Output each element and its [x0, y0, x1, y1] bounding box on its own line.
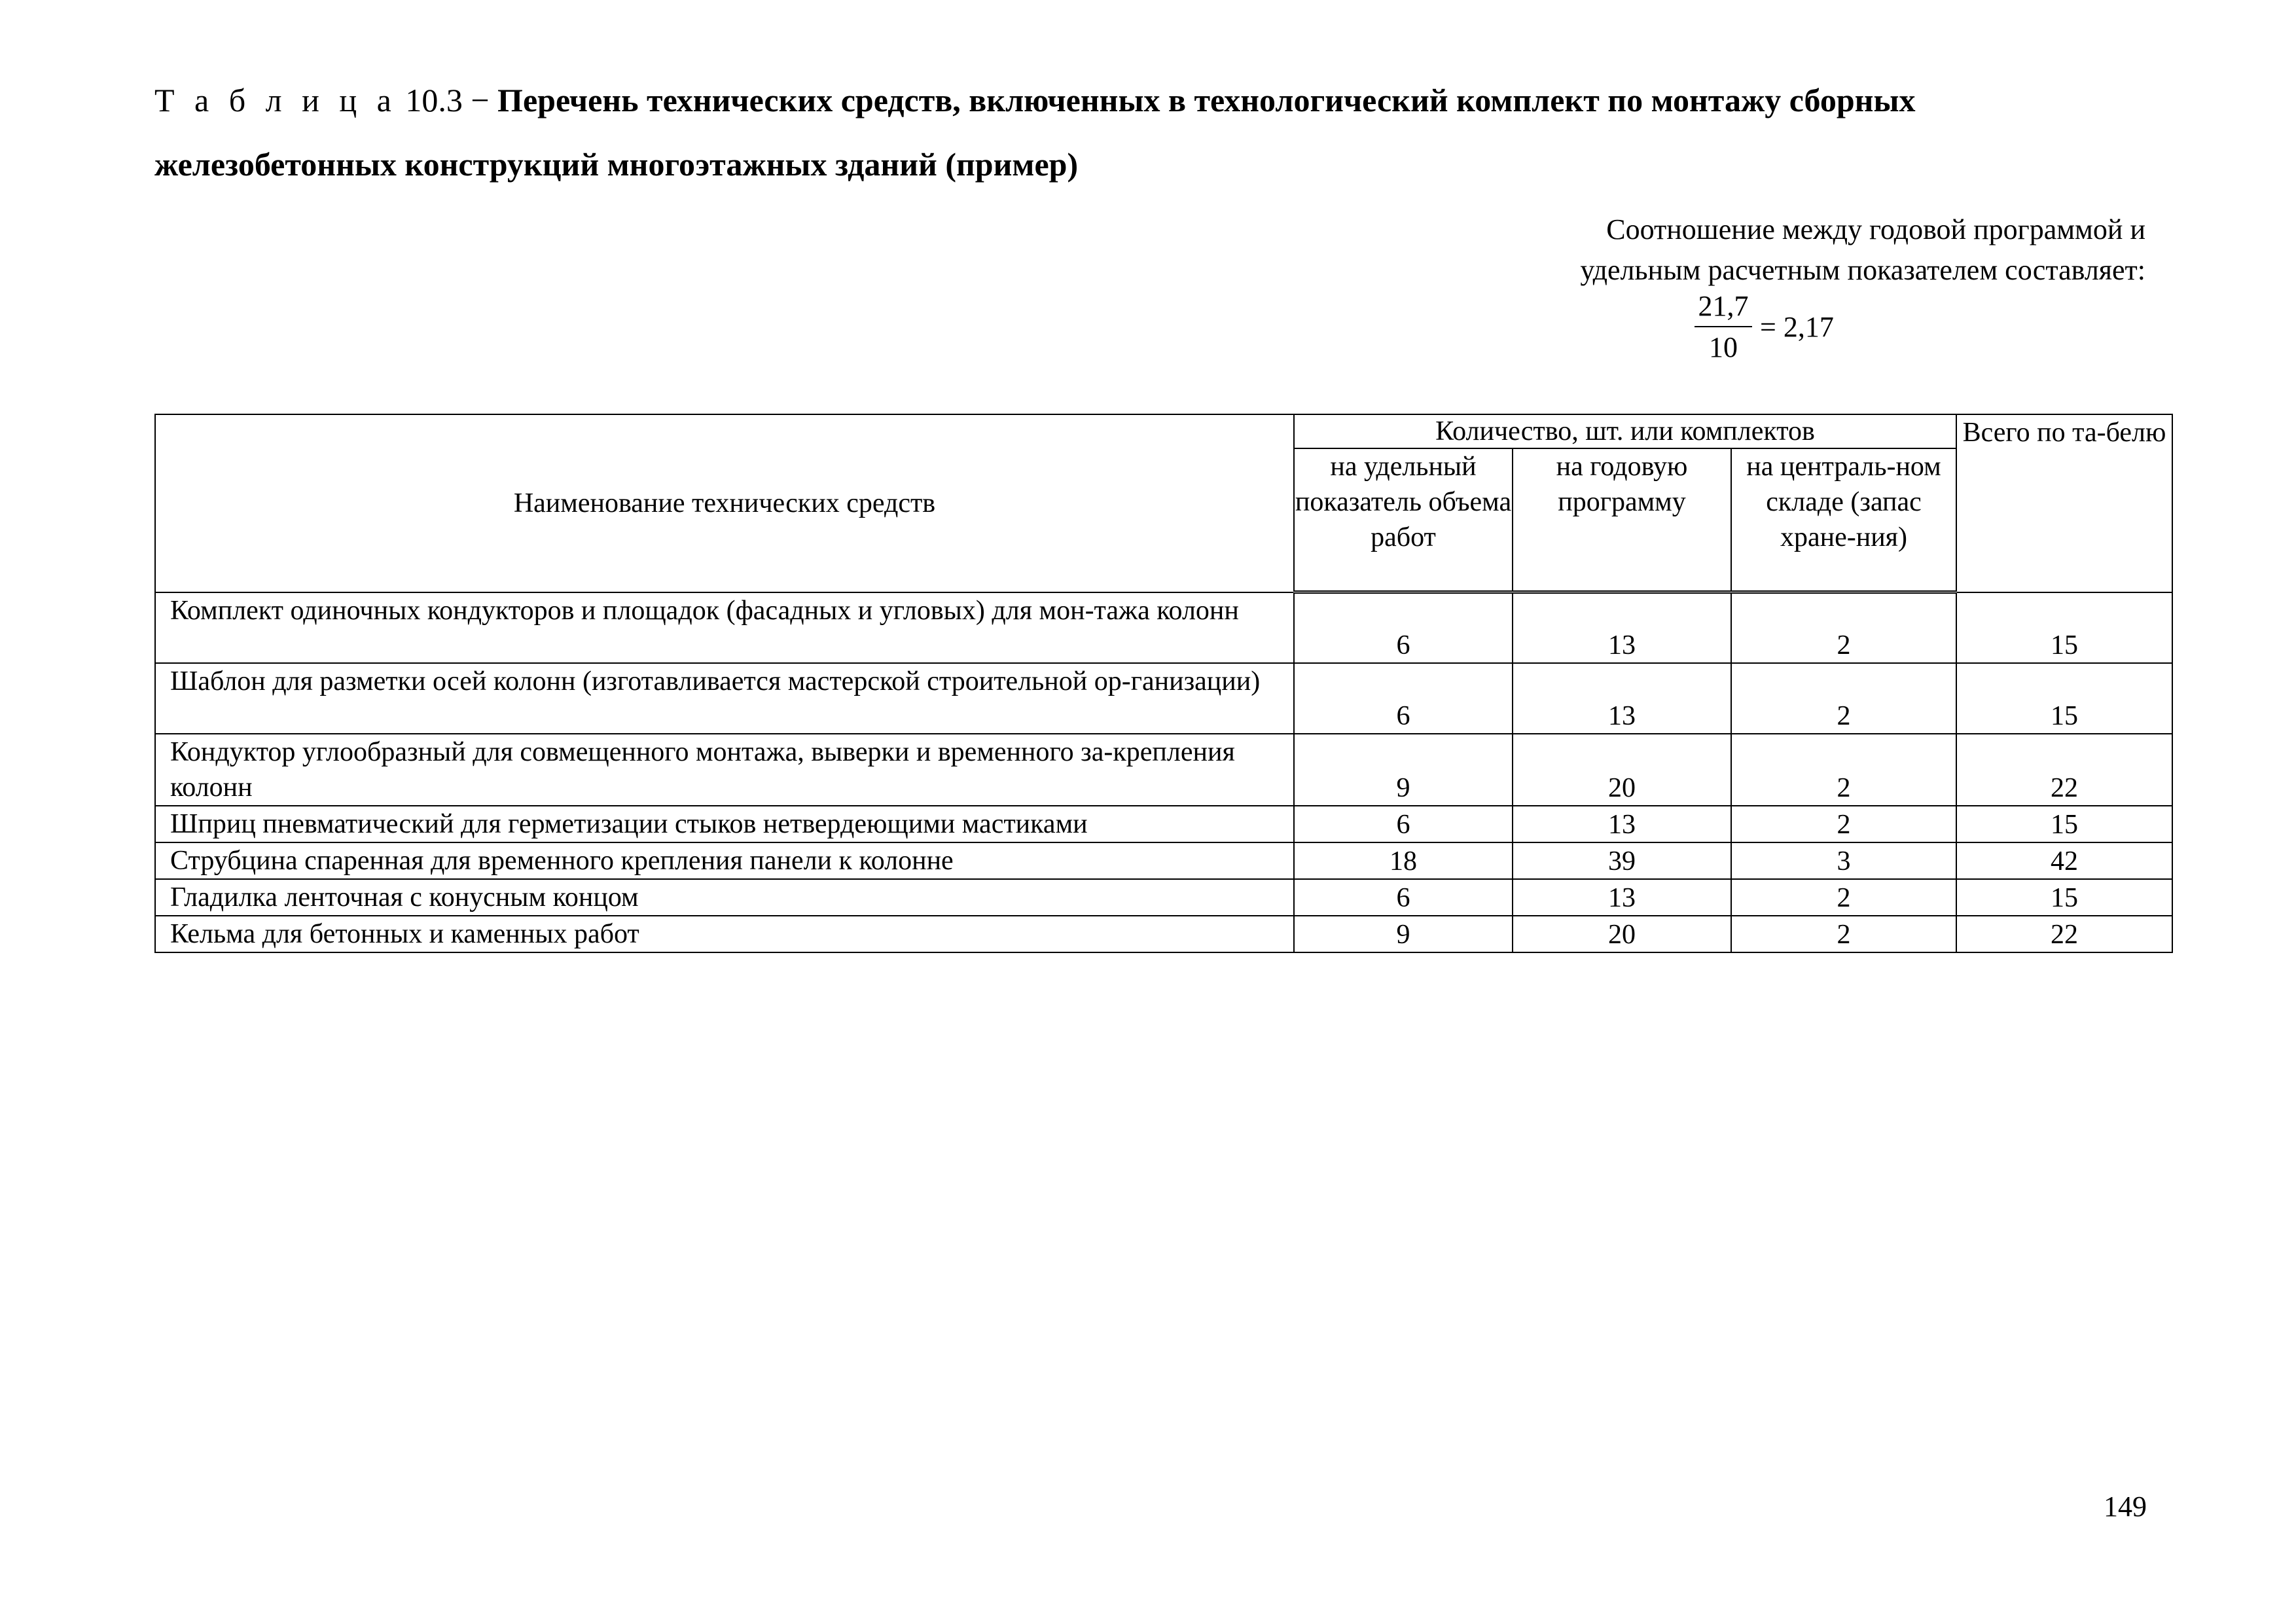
header-warehouse: на централь-ном складе (запас хране-ния) [1731, 448, 1956, 592]
row-name: Кондуктор углообразный для совмещенного монтажа, выверки и временного за-крепления колонн [155, 734, 1294, 806]
row-annual: 13 [1513, 592, 1731, 663]
fraction-bar [1695, 326, 1752, 327]
row-warehouse: 2 [1731, 916, 1956, 952]
row-warehouse: 2 [1731, 663, 1956, 734]
caption-number: 10.3 − [397, 82, 498, 118]
row-warehouse: 2 [1731, 592, 1956, 663]
caption-title: Перечень технических средств, включенных в технологический комплект по монтажу сборных железобетонных конструкций многоэтажных зданий (пример) [154, 82, 1916, 183]
header-annual: на годовую программу [1513, 448, 1731, 592]
row-total: 22 [1956, 734, 2172, 806]
header-per-unit: на удельный показатель объема работ [1294, 448, 1513, 592]
fraction-result: = 2,17 [1760, 311, 1834, 343]
row-name: Шаблон для разметки осей колонн (изготавливается мастерской строительной ор-ганизации) [155, 663, 1294, 734]
row-name: Комплект одиночных кондукторов и площадок (фасадных и угловых) для мон-тажа колонн [155, 592, 1294, 663]
table-caption [154, 68, 2157, 196]
row-name: Кельма для бетонных и каменных работ [155, 916, 1294, 952]
row-warehouse: 2 [1731, 806, 1956, 842]
row-warehouse: 2 [1731, 879, 1956, 916]
page-number: 149 [2104, 1490, 2147, 1523]
header-name: Наименование технических средств [155, 414, 1294, 592]
row-annual: 20 [1513, 916, 1731, 952]
table-row [155, 806, 2172, 842]
row-name: Шприц пневматический для герметизации стыков нетвердеющими мастиками [155, 806, 1294, 842]
row-total: 15 [1956, 592, 2172, 663]
table-row [155, 663, 2172, 734]
row-per-unit: 6 [1294, 663, 1513, 734]
row-warehouse: 3 [1731, 842, 1956, 879]
row-name: Струбцина спаренная для временного крепления панели к колонне [155, 842, 1294, 879]
header-total: Всего по та-белю [1956, 414, 2172, 592]
row-annual: 20 [1513, 734, 1731, 806]
row-total: 22 [1956, 916, 2172, 952]
ratio-note [1374, 209, 2145, 291]
row-annual: 13 [1513, 879, 1731, 916]
row-name: Гладилка ленточная с конусным концом [155, 879, 1294, 916]
row-total: 15 [1956, 663, 2172, 734]
ratio-line-2: удельным расчетным показателем составляет: [1580, 254, 2145, 286]
row-annual: 13 [1513, 663, 1731, 734]
fraction [1692, 288, 1755, 367]
table-row [155, 842, 2172, 879]
row-total: 15 [1956, 806, 2172, 842]
row-total: 42 [1956, 842, 2172, 879]
row-per-unit: 6 [1294, 806, 1513, 842]
table-row [155, 879, 2172, 916]
table-row [155, 916, 2172, 952]
equipment-table [154, 414, 2173, 953]
row-total: 15 [1956, 879, 2172, 916]
header-quantity-group: Количество, шт. или комплектов [1294, 414, 1956, 448]
ratio-line-1: Соотношение между годовой программой и [1606, 213, 2145, 245]
caption-prefix: Т а б л и ц а [154, 82, 397, 118]
row-per-unit: 6 [1294, 879, 1513, 916]
row-annual: 39 [1513, 842, 1731, 879]
row-annual: 13 [1513, 806, 1731, 842]
row-per-unit: 18 [1294, 842, 1513, 879]
header-row [155, 414, 2172, 448]
table-row [155, 734, 2172, 806]
row-per-unit: 9 [1294, 734, 1513, 806]
table-row [155, 592, 2172, 663]
fraction-numerator: 21,7 [1698, 290, 1749, 322]
fraction-denominator: 10 [1709, 331, 1738, 363]
row-per-unit: 9 [1294, 916, 1513, 952]
row-warehouse: 2 [1731, 734, 1956, 806]
row-per-unit: 6 [1294, 592, 1513, 663]
